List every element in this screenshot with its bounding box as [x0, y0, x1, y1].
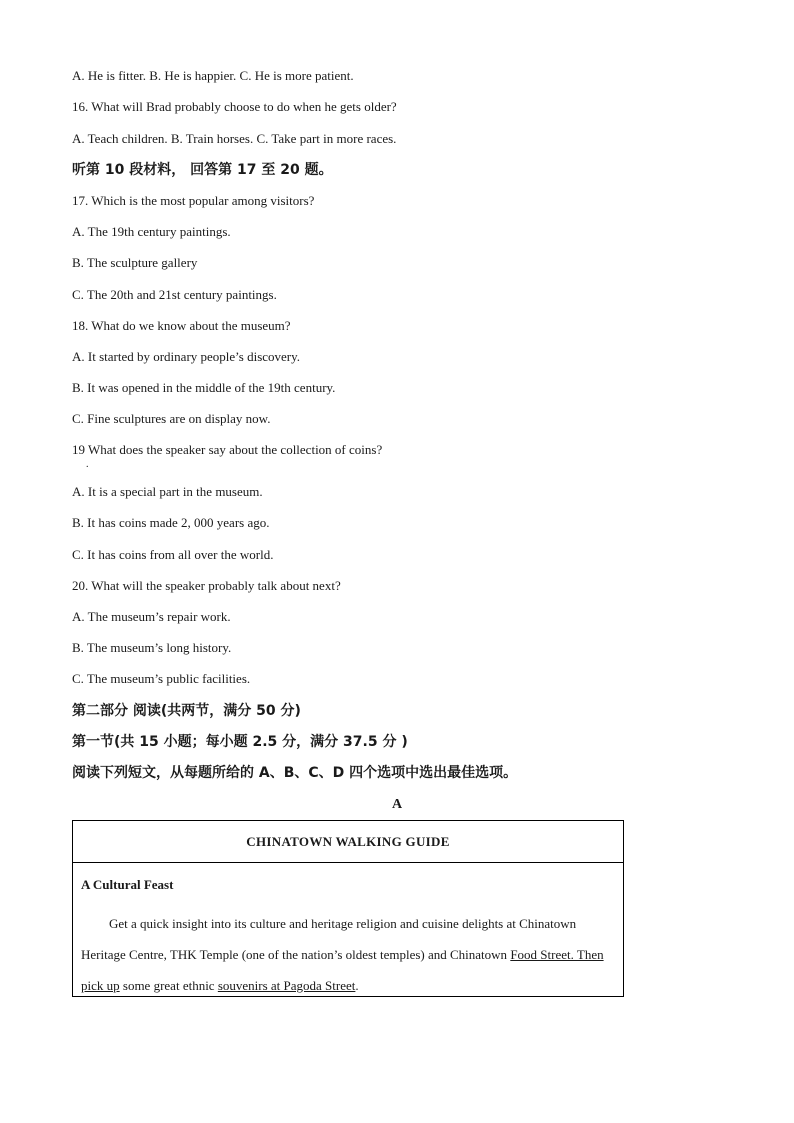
q17-option-b: B. The sculpture gallery: [72, 255, 198, 270]
q18-option-c: C. Fine sculptures are on display now.: [72, 411, 271, 426]
q19-option-c: C. It has coins from all over the world.: [72, 547, 274, 562]
para-underlined-1: Food Street. Then pick up: [81, 947, 604, 993]
q18-question: 18. What do we know about the museum?: [72, 318, 291, 333]
q16-options: A. Teach children. B. Train horses. C. Take part in more races.: [72, 131, 397, 146]
para-underlined-2: souvenirs at Pagoda Street: [217, 978, 356, 993]
reading-instruction: 阅读下列短文，从每题所给的 A、B、C、D 四个选项中选出最佳选项。: [72, 765, 518, 781]
guide-body: [73, 863, 623, 1001]
q17-question: 17. Which is the most popular among visitors?: [72, 193, 315, 208]
stray-dot: .: [86, 459, 89, 470]
q15-options: A. He is fitter. B. He is happier. C. He is more patient.: [72, 68, 354, 83]
q20-option-b: B. The museum’s long history.: [72, 640, 232, 655]
para-text-2: some great ethnic: [119, 978, 218, 993]
part-two-heading: 第二部分 阅读(共两节，满分 50 分): [72, 703, 301, 719]
q16-question: 16. What will Brad probably choose to do when he gets older?: [72, 99, 397, 114]
q19-option-b: B. It has coins made 2, 000 years ago.: [72, 515, 270, 530]
cultural-feast-heading: A Cultural Feast: [81, 877, 174, 892]
q17-option-c: C. The 20th and 21st century paintings.: [72, 287, 277, 302]
q19-option-a: A. It is a special part in the museum.: [72, 484, 263, 499]
q19-question: 19 What does the speaker say about the collection of coins?: [72, 442, 383, 457]
para-text-3: .: [355, 978, 359, 993]
guide-title: CHINATOWN WALKING GUIDE: [73, 821, 623, 863]
q18-option-b: B. It was opened in the middle of the 19th century.: [72, 380, 336, 395]
para-text-1: Get a quick insight into its culture and heritage religion and cuisine delights at Chinatown Heritage Centre, THK Temple (one of the nation’s oldest temples) and Chinatown: [81, 916, 577, 962]
q20-option-c: C. The museum’s public facilities.: [72, 671, 251, 686]
walking-guide-box: [72, 820, 624, 997]
section-instruction-10: 听第 10 段材料， 回答第 17 至 20 题。: [72, 162, 333, 178]
q20-option-a: A. The museum’s repair work.: [72, 609, 231, 624]
section-one-heading: 第一节(共 15 小题；每小题 2.5 分，满分 37.5 分 ): [72, 734, 408, 750]
cultural-feast-paragraph: [81, 908, 615, 1001]
q20-question: 20. What will the speaker probably talk about next?: [72, 578, 341, 593]
q17-option-a: A. The 19th century paintings.: [72, 224, 231, 239]
passage-label: A: [391, 797, 403, 812]
q18-option-a: A. It started by ordinary people’s discovery.: [72, 349, 301, 364]
